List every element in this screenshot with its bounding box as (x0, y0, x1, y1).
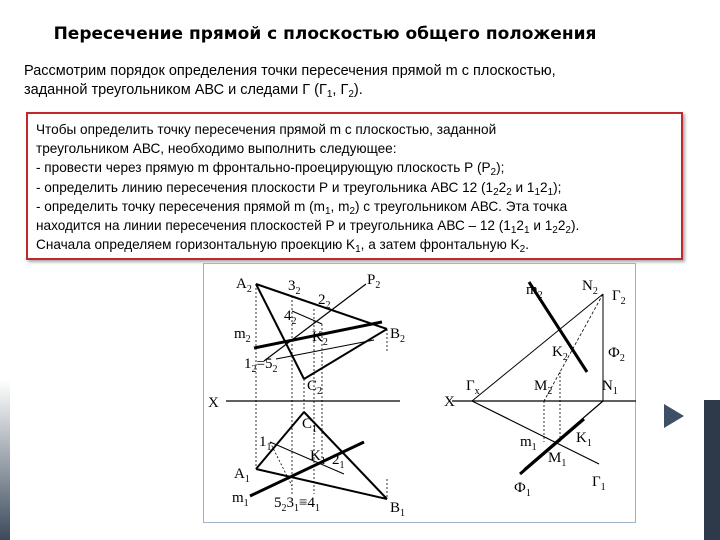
instruction-line-4: - определить линию пересечения плоскости Р и треугольника АВС 12 ($1_22_2$ и $1_12_1$); (36, 179, 562, 198)
label-k1-right: $K_1$ (576, 430, 592, 449)
instruction-line-5: - определить точку пересечения прямой m ($m_1$, $m_2$) с треугольником АВС. Эта точка (36, 198, 568, 217)
intro-paragraph (24, 62, 664, 100)
label-1-2: $1_2=5_2$ (244, 356, 278, 375)
slide-title: Пересечение прямой с плоскостью общего положения (53, 24, 597, 44)
drawing-svg (204, 264, 637, 524)
label-m2-point: $M_2$ (534, 378, 553, 397)
slide-decoration-left (0, 380, 10, 540)
label-f1: $Ф_1$ (514, 480, 531, 499)
instruction-line-3: - провести через прямую m фронтально-проецирующую плоскость Р $(Р_2)$; (36, 160, 505, 179)
trace-p2 (264, 284, 366, 361)
label-c2: $C_2$ (307, 378, 323, 397)
label-g2: $Г_2$ (612, 288, 626, 307)
label-2-1: $2_1$ (332, 452, 345, 471)
label-m2-right: $m_2$ (526, 282, 543, 301)
label-b1: $B_1$ (390, 500, 406, 519)
helper-line-34 (292, 311, 322, 324)
geometry-drawing (203, 263, 636, 523)
slide-decoration-triangle (664, 404, 684, 428)
intro-line-2: заданной треугольником АВС и следами Г ($Г_1$, $Г_2$). (24, 82, 363, 100)
label-2-2: $2_2$ (318, 292, 331, 311)
intro-line-1: Рассмотрим порядок определения точки пересечения прямой m с плоскостью, (24, 63, 556, 79)
label-g1: $Г_1$ (592, 474, 606, 493)
label-5-3-4: $5_23_1\equiv 4_1$ (274, 495, 320, 514)
instruction-line-6: находится на линии пересечения плоскостей Р и треугольника АВС – 12 ($1_12_1$ и $1_22_2$). (36, 218, 580, 237)
label-k2-right: $K_2$ (552, 344, 568, 363)
label-3-2: $3_2$ (288, 278, 301, 297)
label-f2: $Ф_2$ (608, 345, 625, 364)
left-labels (208, 272, 405, 519)
instruction-line-7: Сначала определяем горизонтальную проекцию $K_1$, а затем фронтальную $K_2$. (36, 237, 529, 256)
label-k2-left: $K_2$ (312, 329, 328, 348)
instruction-line-1: Чтобы определить точку пересечения прямой m с плоскостью, заданной (36, 122, 497, 137)
label-m1-right: $m_1$ (520, 434, 537, 453)
label-4-2: $4_2$ (284, 308, 297, 327)
instruction-line-2: треугольником АВС, необходимо выполнить следующее: (36, 141, 397, 157)
slide-decoration-right-bar (704, 400, 720, 540)
label-m2-left: $m_2$ (234, 326, 251, 345)
label-a1: $A_1$ (234, 466, 250, 485)
label-gx: $Г_x$ (466, 378, 480, 397)
label-n1: $N_1$ (602, 378, 618, 397)
label-p2: $P_2$ (367, 272, 381, 291)
instruction-box (26, 112, 683, 260)
label-a2: $A_2$ (236, 276, 252, 295)
label-x-right: X (444, 394, 455, 410)
label-k1-left: $K_1$ (310, 448, 326, 467)
label-c1: $C_1$ (302, 416, 318, 435)
right-labels (444, 278, 626, 499)
label-n2: $N_2$ (582, 278, 598, 297)
label-b2: $B_2$ (390, 326, 406, 345)
label-x-left: X (208, 395, 219, 411)
label-m1-left: $m_1$ (232, 490, 249, 509)
label-1-1: $1_1$ (259, 434, 272, 453)
label-m1-point: $M_1$ (548, 450, 567, 469)
